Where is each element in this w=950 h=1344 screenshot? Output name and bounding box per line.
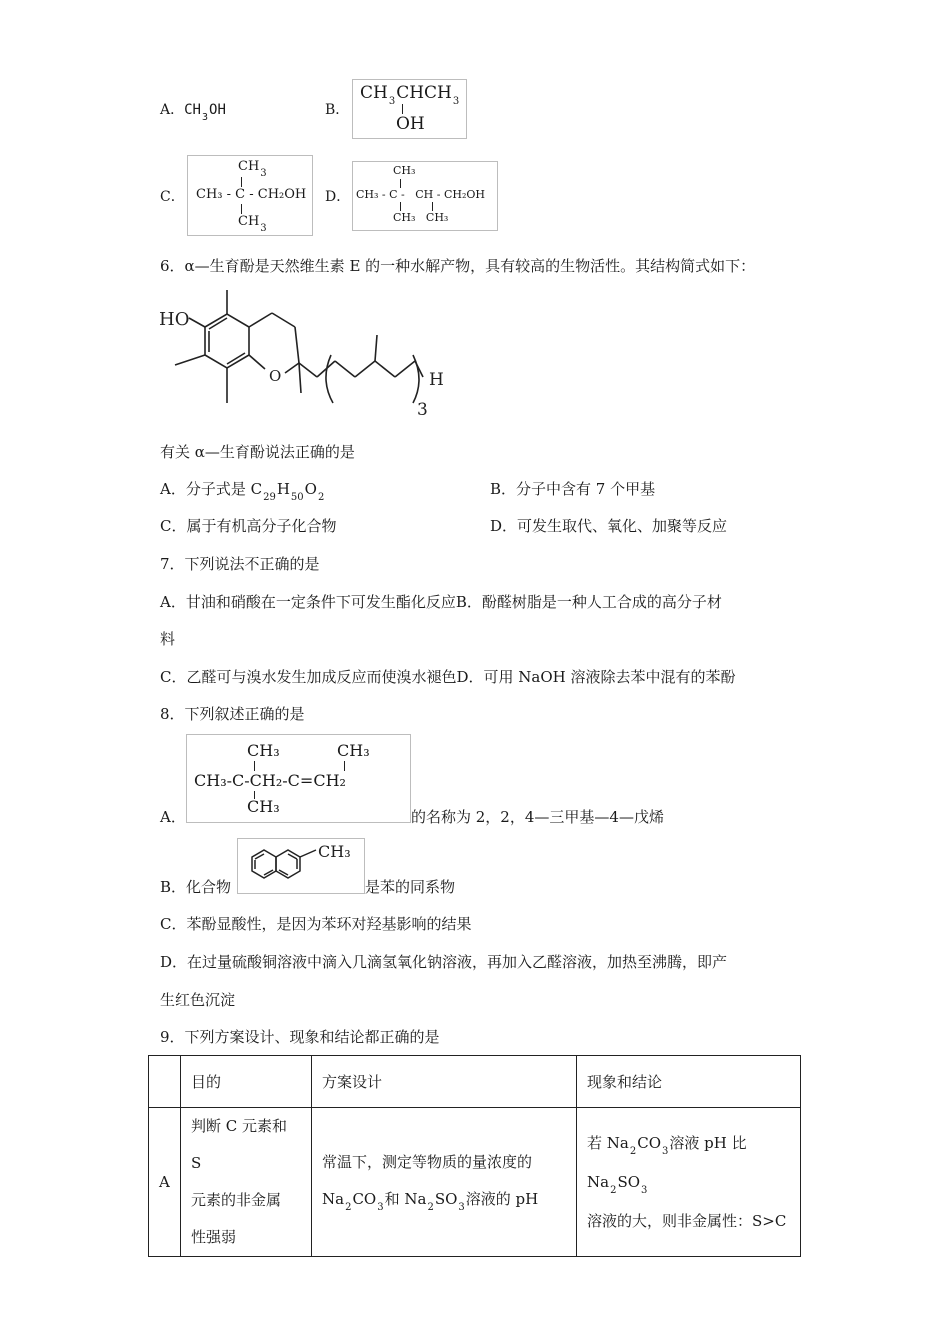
q5-c-mid: CH₃ - C - CH₂OH: [196, 187, 307, 202]
q8-option-a-text: 的名称为 2，2，4—三甲基—4—戊烯: [411, 808, 664, 826]
q7-options-ab-cont: 料: [160, 630, 176, 648]
q7-options-cd: C．乙醛可与溴水发生加成反应而使溴水褪色D．可用 NaOH 溶液除去苯中混有的苯酚: [160, 668, 736, 686]
q8-a-top2: CH₃: [337, 741, 370, 760]
q8-a-main: CH₃-C-CH₂-C=CH₂: [194, 771, 346, 790]
q5-c-bond-up: [241, 177, 242, 187]
q6-option-c: C．属于有机高分子化合物: [160, 517, 337, 535]
q8-a-bond2: [344, 761, 345, 771]
q8-option-c: C．苯酚显酸性，是因为苯环对羟基影响的结果: [160, 915, 472, 933]
row-a-label: A: [149, 1108, 181, 1257]
methyl-label: CH₃: [318, 842, 351, 861]
q5-d-bond-down1: [400, 202, 401, 211]
q8-option-d-line1: D．在过量硫酸铜溶液中滴入几滴氢氧化钠溶液，再加入乙醛溶液，加热至沸腾，即产: [160, 953, 728, 971]
header-cell-purpose: 目的: [181, 1056, 312, 1108]
q8-option-b-structure: [237, 838, 365, 894]
q5-c-top: $CH_3$: [238, 159, 267, 179]
header-cell-design: 方案设计: [312, 1056, 577, 1108]
q8-a-bottom: CH₃: [247, 797, 280, 816]
q8-option-d-line2: 生红色沉淀: [160, 991, 236, 1009]
q5-d-top: CH₃: [393, 164, 416, 177]
q5-option-c-label: C．: [160, 189, 185, 205]
q5-d-mid: CH₃ - C - CH - CH₂OH: [356, 188, 485, 201]
q7-options-ab: A．甘油和硝酸在一定条件下可发生酯化反应B．酚醛树脂是一种人工合成的高分子材: [160, 593, 722, 611]
ho-label: HO: [159, 309, 190, 330]
q5-b-line2: OH: [396, 114, 425, 134]
row-a-design: 常温下，测定等物质的量浓度的 $Na_2CO_3$和 $Na_2SO_3$溶液的 pH: [312, 1108, 577, 1257]
q8-option-a-structure: [186, 734, 411, 823]
q5-option-a-formula: $CH_3OH$: [184, 102, 226, 123]
q5-option-b-label: B．: [325, 102, 350, 118]
q6-option-d: D．可发生取代、氧化、加聚等反应: [490, 517, 728, 535]
q8-a-bond1: [254, 761, 255, 771]
q8-a-top1: CH₃: [247, 741, 280, 760]
q7-stem: 7．下列说法不正确的是: [160, 555, 320, 573]
q6-stem: 6．α—生育酚是天然维生素 E 的一种水解产物，具有较高的生物活性。其结构简式如下：: [160, 257, 756, 275]
q5-c-bond-down: [241, 204, 242, 214]
q8-option-a-label: A．: [160, 808, 186, 826]
q5-option-a-label: A．: [160, 102, 185, 118]
terminal-h-label: H: [429, 370, 444, 390]
tocopherol-structure: [155, 285, 455, 425]
q8-stem: 8．下列叙述正确的是: [160, 705, 305, 723]
methylnaphthalene-drawing: [238, 839, 364, 893]
q9-table: [148, 1055, 801, 1257]
q6-option-b: B．分子中含有 7 个甲基: [490, 480, 656, 498]
q5-option-b-structure: [352, 79, 467, 139]
q8-option-b-label: B．化合物: [160, 878, 232, 896]
q5-b-line1: $CH_3CHCH_3$: [360, 83, 460, 107]
header-cell-label: [149, 1056, 181, 1108]
table-header-row: [149, 1056, 801, 1108]
q5-option-d-label: D．: [325, 189, 351, 205]
q6-question: 有关 α—生育酚说法正确的是: [160, 443, 355, 461]
q5-d-bond-down2: [432, 202, 433, 211]
row-a-result: 若 $Na_2CO_3$溶液 pH 比 $Na_2SO_3$ 溶液的大，则非金属性：S>C: [577, 1108, 801, 1257]
ring-oxygen-label: O: [269, 367, 282, 385]
q5-b-bond: [402, 104, 403, 114]
q8-option-b-text: 是苯的同系物: [365, 878, 456, 896]
q6-option-a: A．分子式是 $C_{29}H_{50}O_2$: [160, 480, 325, 503]
q5-d-bond-up: [400, 179, 401, 188]
row-a-purpose: 判断 C 元素和 S 元素的非金属 性强弱: [181, 1108, 312, 1257]
table-row: [149, 1108, 801, 1257]
q9-stem: 9．下列方案设计、现象和结论都正确的是: [160, 1028, 440, 1046]
q5-option-c-structure: [187, 155, 313, 236]
q5-c-bottom: $CH_3$: [238, 214, 267, 234]
q5-option-a: [160, 100, 226, 122]
repeat-count-label: 3: [417, 400, 428, 420]
benzene-ring: [205, 314, 249, 368]
header-cell-result: 现象和结论: [577, 1056, 801, 1108]
q5-d-bottom: CH₃ CH₃: [393, 211, 449, 224]
q5-option-d-structure: [352, 161, 498, 231]
